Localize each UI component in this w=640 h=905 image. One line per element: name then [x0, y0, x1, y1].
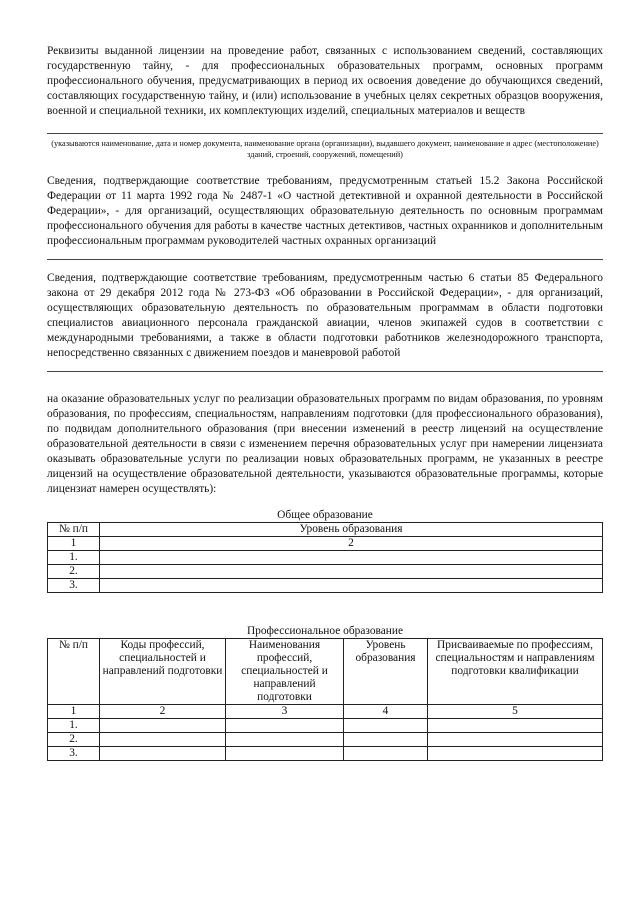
row-number: 1. [48, 551, 100, 565]
column-number-row [48, 705, 603, 719]
column-header: Коды профессий, специальностей и направлений подготовки [100, 639, 226, 705]
table-caption: Общее образование [48, 509, 603, 523]
table-cell[interactable] [428, 719, 603, 733]
column-number: 3 [226, 705, 344, 719]
column-number: 2 [100, 537, 603, 551]
column-header: Присваиваемые по профессиям, специальностям и направлениям подготовки квалификации [428, 639, 603, 705]
document-page [47, 44, 603, 761]
table-cell[interactable] [226, 733, 344, 747]
table-row [48, 565, 603, 579]
column-number: 1 [48, 537, 100, 551]
row-number: 3. [48, 579, 100, 593]
fill-hint: (указываются наименование, дата и номер документа, наименование органа (организации), выдавшего документ, наименование и адрес (местоположение) зданий, строений, сооружений, помещений) [51, 139, 599, 159]
table-row [48, 719, 603, 733]
table-cell[interactable] [100, 551, 603, 565]
table-cell[interactable] [100, 733, 226, 747]
aviation-requirements-text: Сведения, подтверждающие соответствие требованиям, предусмотренным частью 6 статьи 85 Федерального закона от 29 декабря 2012 года № 273-ФЗ «Об образовании в Российской Федерации», - для организаций, осуществляющих образовательную деятельность по образовательным программам в области подготовки специалистов авиационного персонала гражданской авиации, членов экипажей судов в соответствии с международными требованиями, а также в области подготовки работников железнодорожного транспорта, непосредственно связанных с движением поездов и маневровой работой [47, 272, 603, 359]
fill-line [47, 125, 603, 134]
professional-education-table [47, 625, 603, 761]
table-row [48, 733, 603, 747]
row-number: 2. [48, 733, 100, 747]
table-cell[interactable] [428, 747, 603, 761]
educational-services-text: на оказание образовательных услуг по реализации образовательных программ по видам образования, по уровням образования, по профессиям, специальностям, направлениям подготовки (для профессионального образования), по подвидам дополнительного образования (при внесении изменений в реестр лицензий на осуществление образовательной деятельности в связи с изменением перечня образовательных услуг при намерении лицензиата оказывать образовательные услуги по реализации новых образовательных программ, не указанных в реестре лицензий на осуществление образовательной деятельности, указываются образовательные программы, которые лицензиат намерен осуществлять): [47, 393, 603, 495]
table-cell[interactable] [100, 565, 603, 579]
table-cell[interactable] [344, 747, 428, 761]
column-header: № п/п [48, 523, 100, 537]
column-number: 5 [428, 705, 603, 719]
column-header: Уровень образования [344, 639, 428, 705]
table-cell[interactable] [226, 719, 344, 733]
row-number: 1. [48, 719, 100, 733]
table-header-row [48, 639, 603, 705]
fill-line [47, 251, 603, 260]
column-header: Наименования профессий, специальностей и направлений подготовки [226, 639, 344, 705]
table-caption: Профессиональное образование [48, 625, 603, 639]
table-row [48, 551, 603, 565]
table-cell[interactable] [344, 719, 428, 733]
table-cell[interactable] [100, 579, 603, 593]
column-header: № п/п [48, 639, 100, 705]
column-number: 1 [48, 705, 100, 719]
column-header: Уровень образования [100, 523, 603, 537]
column-number-row [48, 537, 603, 551]
table-row [48, 579, 603, 593]
table-cell[interactable] [100, 747, 226, 761]
row-number: 2. [48, 565, 100, 579]
general-education-table [47, 509, 603, 593]
table-cell[interactable] [428, 733, 603, 747]
row-number: 3. [48, 747, 100, 761]
table-row [48, 747, 603, 761]
fill-line [47, 363, 603, 372]
table-cell[interactable] [226, 747, 344, 761]
table-cell[interactable] [100, 719, 226, 733]
detective-requirements-text: Сведения, подтверждающие соответствие требованиям, предусмотренным статьей 15.2 Закона Российской Федерации от 11 марта 1992 года № 2487-1 «О частной детективной и охранной деятельности в Российской Федерации», - для организаций, осуществляющих образовательную деятельность по основным программам профессионального обучения для работы в качестве частных детективов, частных охранников и дополнительным профессиональным программам руководителей частных охранных организаций [47, 175, 603, 247]
license-requisites-text: Реквизиты выданной лицензии на проведение работ, связанных с использованием сведений, составляющих государственную тайну, - для профессиональных образовательных программ, основных программ профессионального обучения, предусматривающих в период их освоения доведение до обучающихся сведений, составляющих государственную тайну, и (или) использование в учебных целях секретных образцов вооружения, военной и специальной техники, их комплектующих изделий, специальных материалов и веществ [47, 45, 603, 117]
column-number: 4 [344, 705, 428, 719]
table-cell[interactable] [344, 733, 428, 747]
table-header-row [48, 523, 603, 537]
column-number: 2 [100, 705, 226, 719]
